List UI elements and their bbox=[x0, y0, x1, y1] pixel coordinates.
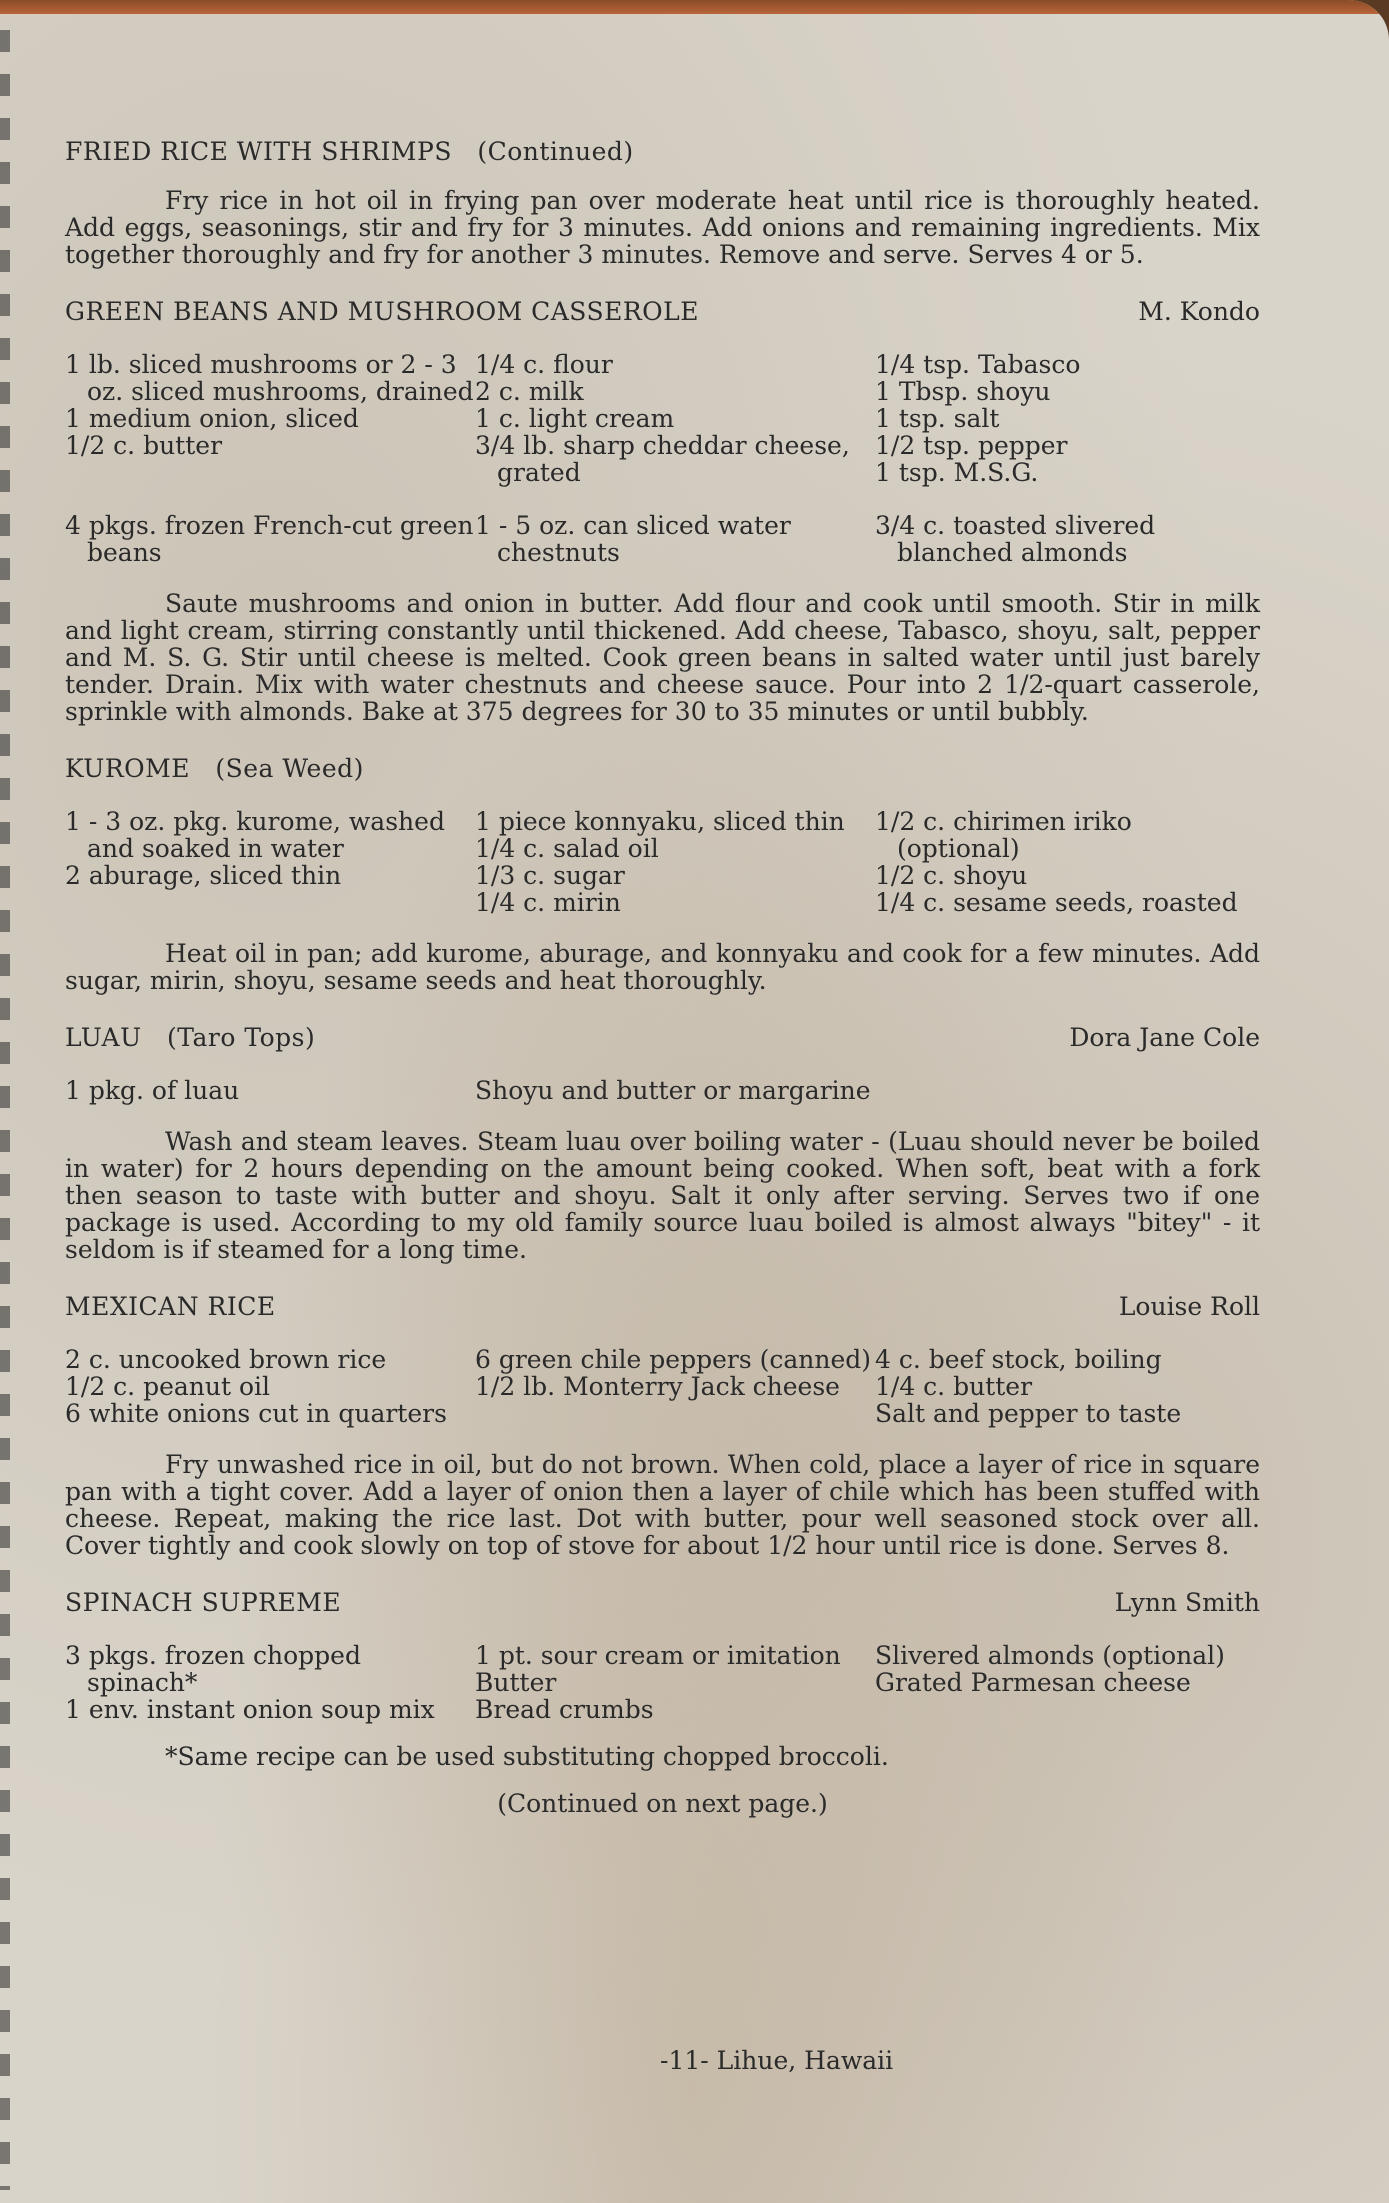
recipe-author: Louise Roll bbox=[1118, 1292, 1260, 1321]
ingredient-column bbox=[65, 351, 475, 486]
ingredient: 1/3 c. sugar bbox=[475, 861, 625, 890]
ingredient: 1/2 c. peanut oil bbox=[65, 1372, 271, 1401]
page-footer: -11- Lihue, Hawaii bbox=[660, 2046, 894, 2075]
ingredient: 1 - 3 oz. pkg. kurome, washed and soaked in water bbox=[65, 807, 445, 863]
recipe-title: GREEN BEANS AND MUSHROOM CASSEROLE bbox=[65, 297, 700, 326]
recipe-green-beans bbox=[65, 298, 1260, 725]
ingredient: 1 pt. sour cream or imitation bbox=[475, 1641, 841, 1670]
recipe-subtitle: (Taro Tops) bbox=[167, 1023, 316, 1052]
ingredient: 3/4 c. toasted slivered blanched almonds bbox=[875, 511, 1156, 567]
ingredient: 2 c. uncooked brown rice bbox=[65, 1345, 387, 1374]
recipe-directions: Saute mushrooms and onion in butter. Add flour and cook until smooth. Stir in milk and light cream, stirring constantly until thickened. Add cheese, Tabasco, shoyu, salt, pepper and M. S. G. Stir until cheese is melted. Cook green beans in salted water until just barely tender. Drain. Mix with water chestnuts and cheese sauce. Pour into 2 1/2-quart casserole, sprinkle with almonds. Bake at 375 degrees for 30 to 35 minutes or until bubbly. bbox=[65, 589, 1260, 726]
recipe-author: Dora Jane Cole bbox=[1069, 1023, 1260, 1052]
recipe-subtitle: (Sea Weed) bbox=[215, 754, 364, 783]
ingredient: 1 tsp. salt bbox=[875, 404, 1000, 433]
ingredient: 1 medium onion, sliced bbox=[65, 404, 359, 433]
ingredient: 4 pkgs. frozen French-cut green beans bbox=[65, 511, 474, 567]
ingredient: Bread crumbs bbox=[475, 1695, 654, 1724]
recipe-title: MEXICAN RICE bbox=[65, 1292, 276, 1321]
continued-note: (Continued on next page.) bbox=[497, 1789, 828, 1818]
ingredients-block bbox=[65, 1642, 1260, 1723]
recipe-author: Lynn Smith bbox=[1114, 1588, 1260, 1617]
ingredient: 6 green chile peppers (canned) bbox=[475, 1345, 872, 1374]
ingredient: 1 Tbsp. shoyu bbox=[875, 377, 1051, 406]
ingredients-block bbox=[65, 351, 1260, 486]
recipe-directions: Fry unwashed rice in oil, but do not brown. When cold, place a layer of rice in square pan with a tight cover. Add a layer of onion then a layer of chile which has been stuffed with cheese. Repeat, making the rice last. Dot with butter, pour well seasoned stock over all. Cover tightly and cook slowly on top of stove for about 1/2 hour until rice is done. Serves 8. bbox=[65, 1450, 1260, 1560]
ingredient: 1 c. light cream bbox=[475, 404, 675, 433]
ingredient: 1/2 c. shoyu bbox=[875, 861, 1028, 890]
ingredient: 6 white onions cut in quarters bbox=[65, 1399, 447, 1428]
recipe-fried-rice-continued bbox=[65, 138, 1260, 268]
ingredient: 1/4 c. butter bbox=[875, 1372, 1033, 1401]
ingredients-block bbox=[65, 512, 1260, 566]
ingredient: 1/4 c. flour bbox=[475, 350, 613, 379]
recipe-title: SPINACH SUPREME bbox=[65, 1588, 342, 1617]
ingredient: 1/4 c. mirin bbox=[475, 888, 621, 917]
ingredient: 1 env. instant onion soup mix bbox=[65, 1695, 435, 1724]
ingredient: Butter bbox=[475, 1668, 557, 1697]
ingredient: 4 c. beef stock, boiling bbox=[875, 1345, 1162, 1374]
spiral-binding bbox=[0, 30, 10, 2190]
ingredient: 1/4 c. salad oil bbox=[475, 834, 659, 863]
ingredient: 1/2 lb. Monterry Jack cheese bbox=[475, 1372, 840, 1401]
recipe-directions: Heat oil in pan; add kurome, aburage, and konnyaku and cook for a few minutes. Add sugar, mirin, shoyu, sesame seeds and heat thoroughly. bbox=[65, 939, 1260, 995]
ingredient: Shoyu and butter or margarine bbox=[475, 1076, 871, 1105]
ingredient: Salt and pepper to taste bbox=[875, 1399, 1182, 1428]
ingredient: 3 pkgs. frozen chopped spinach* bbox=[65, 1641, 361, 1697]
recipe-luau bbox=[65, 1024, 1260, 1263]
ingredient: 1 - 5 oz. can sliced water chestnuts bbox=[475, 511, 791, 567]
recipe-directions: Wash and steam leaves. Steam luau over boiling water - (Luau should never be boiled in water) for 2 hours depending on the amount being cooked. When soft, beat with a fork then season to taste with butter and shoyu. Salt it only after serving. Serves two if one package is used. According to my old family source luau boiled is almost always "bitey" - it seldom is if steamed for a long time. bbox=[65, 1127, 1260, 1264]
recipe-title: LUAU bbox=[65, 1023, 142, 1052]
recipe-kurome bbox=[65, 755, 1260, 994]
ingredient: 1/2 c. chirimen iriko (optional) bbox=[875, 807, 1132, 863]
page-content bbox=[65, 138, 1260, 1817]
recipe-directions: Fry rice in hot oil in frying pan over moderate heat until rice is thoroughly heated. Add eggs, seasonings, stir and fry for 3 minutes. Add onions and remaining ingredients. Mix together thoroughly and fry for another 3 minutes. Remove and serve. Serves 4 or 5. bbox=[65, 186, 1260, 269]
recipe-title bbox=[65, 138, 1260, 165]
ingredient: 1 lb. sliced mushrooms or 2 - 3 oz. sliced mushrooms, drained bbox=[65, 350, 474, 406]
ingredients-block bbox=[65, 1077, 1260, 1104]
recipe-author: M. Kondo bbox=[1138, 297, 1260, 326]
recipe-title-note: (Continued) bbox=[477, 137, 634, 166]
ingredient: Grated Parmesan cheese bbox=[875, 1668, 1191, 1697]
ingredient: 3/4 lb. sharp cheddar cheese, grated bbox=[475, 431, 850, 487]
ingredients-block bbox=[65, 1346, 1260, 1427]
recipe-title: KUROME bbox=[65, 754, 191, 783]
cover-edge bbox=[0, 0, 1389, 14]
recipe-note: *Same recipe can be used substituting chopped broccoli. bbox=[165, 1742, 889, 1771]
recipe-title-name: FRIED RICE WITH SHRIMPS bbox=[65, 137, 452, 166]
ingredient: 2 c. milk bbox=[475, 377, 584, 406]
ingredient: 1 piece konnyaku, sliced thin bbox=[475, 807, 845, 836]
ingredient: 1/4 tsp. Tabasco bbox=[875, 350, 1081, 379]
ingredient-column bbox=[875, 351, 1260, 486]
ingredient: 1/2 c. butter bbox=[65, 431, 223, 460]
ingredient: 1 pkg. of luau bbox=[65, 1076, 240, 1105]
ingredient: Slivered almonds (optional) bbox=[875, 1641, 1225, 1670]
ingredient: 1/2 tsp. pepper bbox=[875, 431, 1068, 460]
ingredients-block bbox=[65, 808, 1260, 916]
ingredient-column bbox=[475, 351, 875, 486]
ingredient: 1 tsp. M.S.G. bbox=[875, 458, 1039, 487]
ingredient: 2 aburage, sliced thin bbox=[65, 861, 342, 890]
ingredient: 1/4 c. sesame seeds, roasted bbox=[875, 888, 1238, 917]
recipe-mexican-rice bbox=[65, 1293, 1260, 1559]
recipe-spinach-supreme bbox=[65, 1589, 1260, 1817]
